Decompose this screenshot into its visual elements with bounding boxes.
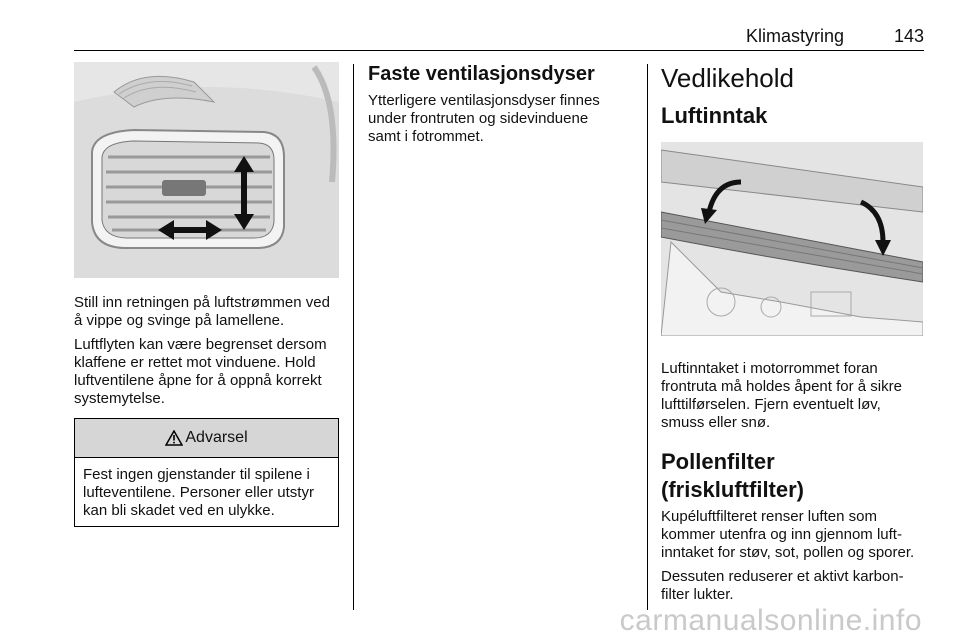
heading-air-intake: Luftinntak [661,103,768,128]
paragraph-carbon-filter: Dessuten reduserer et aktivt karbon-filter lukter. [661,568,904,603]
heading-fixed-vents: Faste ventilasjonsdyser [368,63,595,85]
paragraph-airflow-limited: Luftflyten kan være begrenset dersom klaffene er rettet mot vinduene. Hold luftventilene åpne for å oppnå korrekt systemytelse. [74,336,327,407]
page-header [74,26,924,51]
header-title: Klimastyring [745,26,844,46]
air-intake-illustration [661,142,923,336]
column-divider-2 [647,64,648,610]
column-vents [74,62,339,527]
column-divider-1 [353,64,354,610]
column-fixed-vents [368,62,620,152]
warning-header [75,419,338,458]
warning-text: Fest ingen gjenstander til spilene i lufteventilene. Personer eller utstyr kan bli skadet ved en ulykke. [83,466,314,519]
page-number: 143 [893,26,924,46]
column-maintenance [661,62,923,610]
heading-pollen-filter: Pollenfilter (friskluftfilter) [661,449,804,502]
paragraph-air-intake: Luftinntaket i motorrommet foran frontruta må holdes åpent for å sikre lufttilførselen. Fjern eventuelt løv, smuss eller snø. [661,360,902,431]
paragraph-cabin-filter: Kupéluftfilteret renser luften som kommer utenfra og inn gjennom luft-inntaket for støv, sot, pollen og sporer. [661,508,915,561]
paragraph-adjust-airflow: Still inn retningen på luftstrømmen ved å vippe og svinge på lamellene. [74,294,330,329]
warning-title: Advarsel [185,429,248,446]
watermark: carmanualsonline.info [619,604,922,637]
paragraph-fixed-vents: Ytterligere ventilasjonsdyser finnes under frontruten og sidevinduene samt i fotrommet. [368,92,600,145]
warning-triangle-icon [165,430,183,446]
heading-maintenance: Vedlikehold [661,63,794,93]
warning-box [74,418,339,527]
air-vent-illustration [74,62,339,278]
